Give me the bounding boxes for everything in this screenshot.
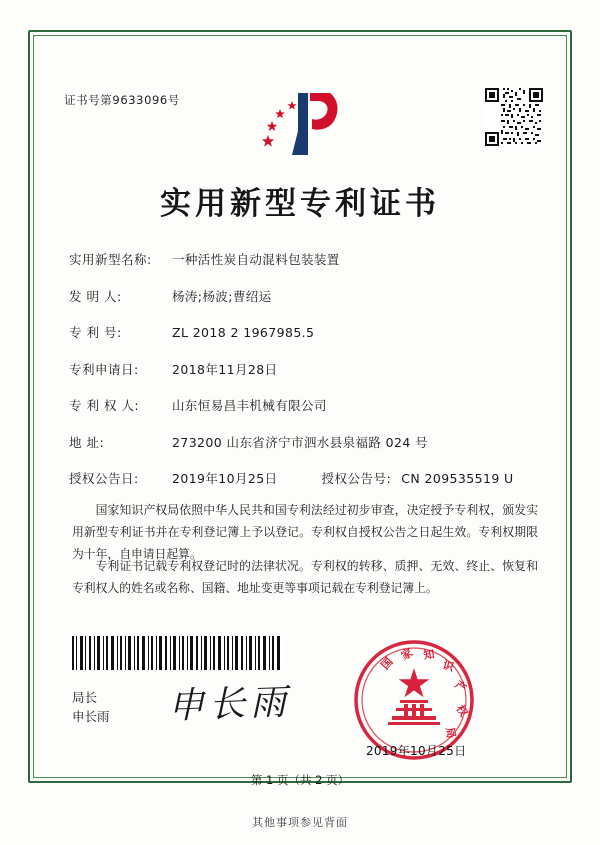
field-row-address: [69, 433, 540, 451]
page-number: 第 1 页（共 2 页）: [250, 773, 350, 787]
patent-office-emblem-icon: [256, 85, 346, 163]
field-label-grant-no: 授权公告号:: [321, 471, 392, 486]
corner-ornament-top-right: [552, 35, 567, 50]
field-row-grant: [69, 469, 540, 487]
svg-text:家: 家: [399, 645, 416, 663]
field-label-application-date: 专利申请日:: [69, 361, 139, 377]
field-value-inventor: 杨涛;杨波;曹绍运: [172, 288, 272, 304]
paragraph-grant-statement: 国家知识产权局依照中华人民共和国专利法经过初步审查，决定授予专利权，颁发实用新型专利证书并在专利登记簿上予以登记。专利权自授权公告之日起生效。专利权期限为十年，自申请日起算。: [72, 503, 538, 561]
field-value-name: 一种活性炭自动混料包装装置: [172, 252, 340, 267]
paragraph-registry-statement: 专利证书记载专利权登记时的法律状况。专利权的转移、质押、无效、终止、恢复和专利权人的姓名或名称、国籍、地址变更等事项记载在专利登记簿上。: [72, 559, 538, 595]
signature-role-label: 局长: [72, 690, 98, 705]
qr-code-icon: [485, 88, 543, 146]
svg-text:识: 识: [441, 658, 456, 674]
field-value-application-date: 2018年11月28日: [172, 361, 278, 377]
field-row-application-date: [69, 360, 540, 378]
field-label-address: 地 址:: [69, 434, 105, 450]
svg-text:国: 国: [378, 655, 396, 673]
corner-ornament-top-left: [33, 35, 48, 50]
field-row-name: [69, 250, 540, 268]
field-value-grant-date: 2019年10月25日: [172, 471, 278, 486]
svg-text:权: 权: [453, 702, 471, 719]
field-value-patentee: 山东恒易昌丰机械有限公司: [172, 398, 327, 413]
field-row-patent-no: [69, 323, 540, 341]
field-label-inventor: 发 明 人:: [69, 288, 122, 304]
svg-text:产: 产: [452, 678, 469, 696]
field-label-patent-no: 专 利 号:: [69, 325, 122, 340]
handwritten-signature: 申长雨: [167, 681, 292, 728]
seal-date: 2019年10月25日: [366, 744, 467, 758]
footer-note: 其他事项参见背面: [252, 816, 348, 829]
signature-name-label: 申长雨: [72, 709, 110, 725]
svg-text:知: 知: [422, 647, 436, 662]
field-label-grant-date: 授权公告日:: [69, 471, 139, 486]
field-label-patentee: 专 利 权 人:: [69, 398, 140, 413]
barcode-icon: [72, 636, 282, 670]
field-list: [69, 250, 540, 506]
field-value-patent-no: ZL 2018 2 1967985.5: [172, 325, 315, 340]
field-row-patentee: [69, 396, 540, 414]
page-title: 实用新型专利证书: [160, 186, 440, 222]
field-value-address: 273200 山东省济宁市泗水县泉福路 024 号: [172, 434, 428, 450]
field-row-inventor: [69, 287, 540, 305]
svg-text:局: 局: [443, 726, 458, 740]
certificate-number: 证书号第9633096号: [64, 93, 180, 107]
field-label-name: 实用新型名称:: [69, 252, 152, 267]
signature-block: [72, 688, 110, 727]
field-value-grant-no: CN 209535519 U: [401, 471, 514, 486]
